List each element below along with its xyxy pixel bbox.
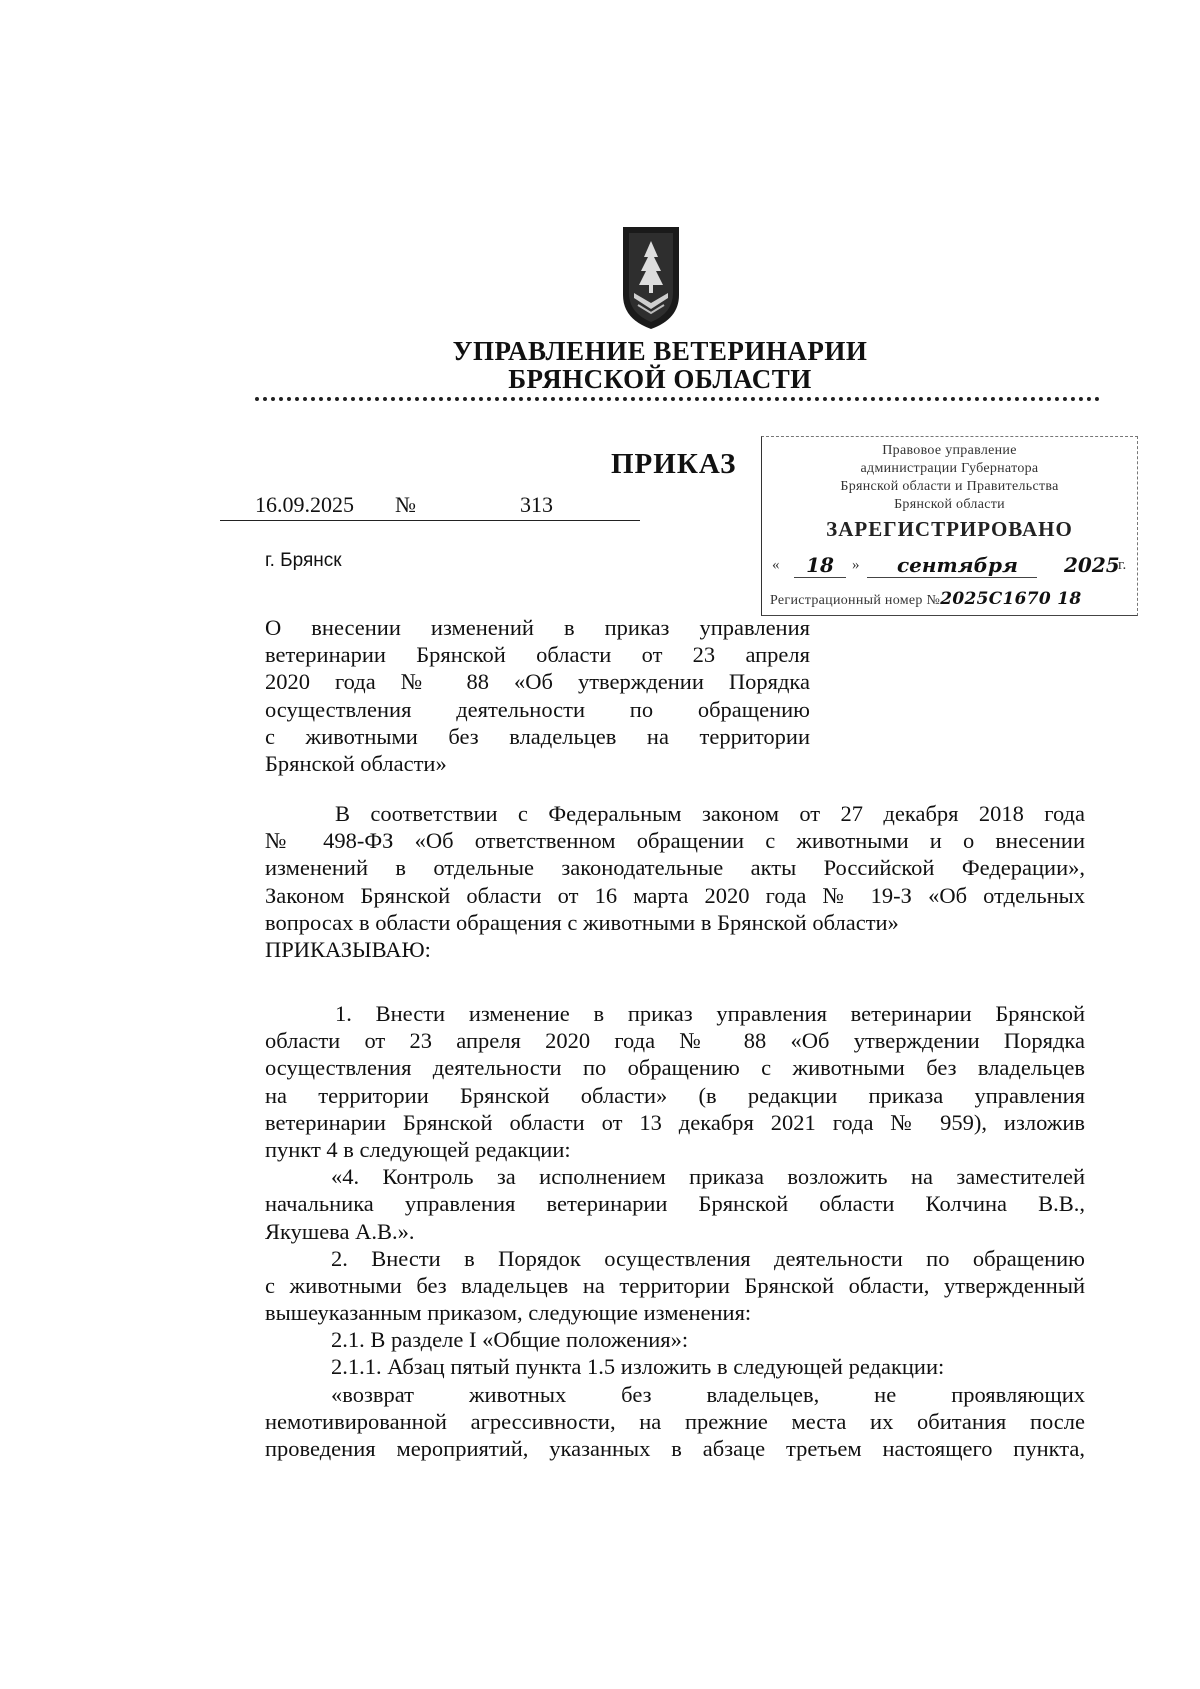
document-number: 313	[520, 492, 553, 517]
org-name-line2: БРЯНСКОЙ ОБЛАСТИ	[508, 364, 812, 394]
item-line: 2.1. В разделе I «Общие положения»:	[331, 1327, 689, 1353]
subject-line: с животными без владельцев на территории	[265, 723, 810, 749]
item-line: на территории Брянской области» (в редакции приказа управления	[265, 1082, 1085, 1108]
item-line: ветеринарии Брянской области от 13 декабря 2021 года № 959), изложив	[265, 1109, 1085, 1135]
date-number-line	[220, 490, 640, 521]
item-line: области от 23 апреля 2020 года № 88 «Об утверждении Порядка	[265, 1028, 1085, 1054]
coat-of-arms-icon	[620, 223, 682, 331]
item-line: проведения мероприятий, указанных в абзаце третьем настоящего пункта,	[265, 1436, 1085, 1461]
org-name-line1: УПРАВЛЕНИЕ ВЕТЕРИНАРИИ	[452, 336, 868, 366]
item-line: начальника управления ветеринарии Брянской области Колчина В.В.,	[265, 1191, 1085, 1217]
stamp-date	[772, 555, 1132, 579]
item-line: 2.1.1. Абзац пятый пункта 1.5 изложить в следующей редакции:	[331, 1354, 945, 1380]
stamp-reg-value: 2025С1670 18	[940, 589, 1082, 609]
stamp-year-suffix: г.	[1118, 557, 1127, 573]
stamp-line-3: Брянской области и Правительства	[840, 479, 1059, 494]
order-word: ПРИКАЗЫВАЮ:	[265, 936, 431, 962]
stamp-registered: ЗАРЕГИСТРИРОВАНО	[826, 517, 1073, 541]
number-sign: №	[395, 492, 416, 517]
item-line: «возврат животных без владельцев, не проявляющих	[331, 1381, 1085, 1407]
basis-line: Законом Брянской области от 16 марта 2020 года № 19-З «Об отдельных	[265, 882, 1085, 908]
stamp-month: сентября	[867, 553, 1037, 578]
stamp-reg-label: Регистрационный номер №	[770, 593, 941, 608]
basis-line: вопросах в области обращения с животными в Брянской области»	[265, 909, 899, 935]
document-title: ПРИКАЗ	[611, 448, 737, 480]
item-line: осуществления деятельности по обращению с животными без владельцев	[265, 1055, 1085, 1081]
order-items	[265, 1000, 1085, 1462]
subject-line: О внесении изменений в приказ управления	[265, 615, 810, 640]
item-line: немотивированной агрессивности, на прежние места их обитания после	[265, 1408, 1085, 1434]
basis-paragraph	[265, 800, 1085, 963]
stamp-line-1: Правовое управление	[882, 443, 1017, 458]
document-date: 16.09.2025	[255, 492, 354, 517]
subject-line: ветеринарии Брянской области от 23 апреля	[265, 642, 810, 668]
subject-line: Брянской области»	[265, 750, 447, 776]
stamp-quote-close: »	[852, 557, 860, 573]
stamp-reg-number	[770, 589, 1082, 609]
item-line: 1. Внести изменение в приказ управления ветеринарии Брянской	[335, 1001, 1085, 1026]
registration-stamp	[761, 436, 1138, 616]
stamp-quote-open: «	[772, 557, 780, 573]
header-divider	[255, 397, 1100, 401]
item-line: вышеуказанным приказом, следующие изменения:	[265, 1300, 752, 1326]
basis-line: В соответствии с Федеральным законом от 27 декабря 2018 года	[335, 801, 1085, 826]
item-line: 2. Внести в Порядок осуществления деятельности по обращению	[331, 1245, 1085, 1271]
stamp-line-2: администрации Губернатора	[860, 461, 1039, 476]
stamp-year: 2025	[1064, 553, 1120, 577]
basis-line: изменений в отдельные законодательные акты Российской Федерации»,	[265, 855, 1085, 881]
item-line: пункт 4 в следующей редакции:	[265, 1136, 571, 1162]
subject-line: 2020 года № 88 «Об утверждении Порядка	[265, 669, 810, 695]
document-subject	[265, 614, 810, 777]
stamp-day: 18	[794, 553, 846, 578]
item-line: Якушева А.В.».	[265, 1218, 415, 1244]
basis-line: № 498-ФЗ «Об ответственном обращении с животными и о внесении	[265, 828, 1085, 854]
item-line: «4. Контроль за исполнением приказа возложить на заместителей	[331, 1164, 1085, 1190]
subject-line: осуществления деятельности по обращению	[265, 696, 810, 722]
document-city: г. Брянск	[265, 550, 342, 571]
item-line: с животными без владельцев на территории Брянской области, утвержденный	[265, 1272, 1085, 1298]
stamp-line-4: Брянской области	[894, 497, 1005, 512]
